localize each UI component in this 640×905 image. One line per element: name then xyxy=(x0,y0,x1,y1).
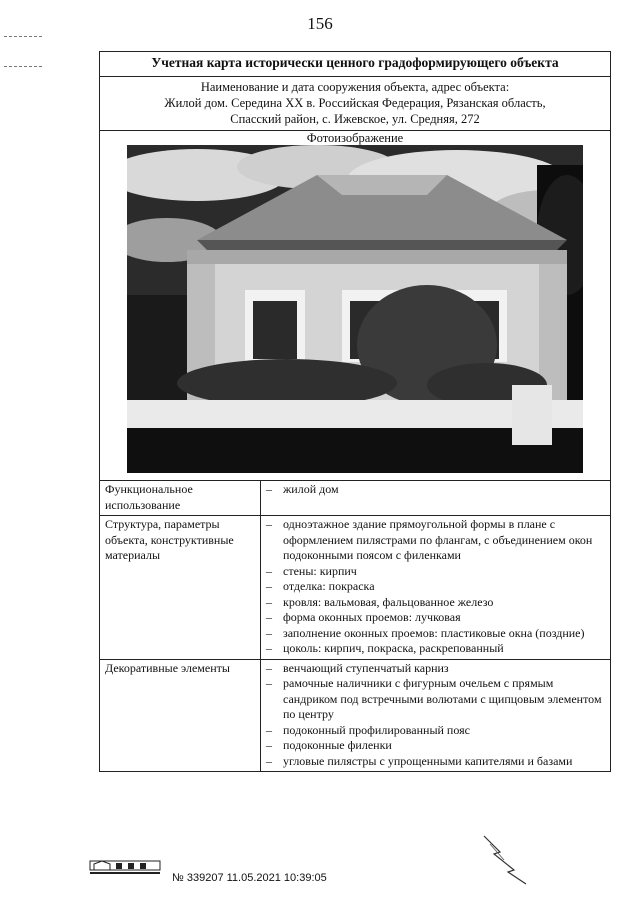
photo-label: Фотоизображение xyxy=(306,131,404,145)
government-stamp-logo xyxy=(88,858,162,876)
list-item: – подоконные филенки xyxy=(266,738,606,754)
properties-table xyxy=(100,481,610,771)
table-row xyxy=(100,516,610,660)
list-item: – рамочные наличники с фигурным очельем с прямым сандриком под встречными волютами с щипцовым элементом по центру xyxy=(266,676,606,723)
photo-block xyxy=(100,131,610,481)
object-address-line: Спасский район, с. Ижевское, ул. Средняя, 272 xyxy=(230,112,480,126)
list-item: – кровля: вальмовая, фальцованное железо xyxy=(266,595,606,611)
list-item: – венчающий ступенчатый карниз xyxy=(266,661,606,677)
object-info xyxy=(100,77,610,131)
list-item: – заполнение оконных проемов: пластиковые окна (поздние) xyxy=(266,626,606,642)
list-item: – жилой дом xyxy=(266,482,606,498)
list-item: – цоколь: кирпич, покраска, раскрепованный xyxy=(266,641,606,657)
house-photo xyxy=(127,145,583,473)
registration-card xyxy=(99,51,611,772)
row-label: Декоративные элементы xyxy=(100,659,261,771)
list-item: – отделка: покраска xyxy=(266,579,606,595)
object-name-line: Жилой дом. Середина XX в. Российская Федерация, Рязанская область, xyxy=(164,96,546,110)
list-item: – подоконный профилированный пояс xyxy=(266,723,606,739)
list-item: – одноэтажное здание прямоугольной формы в плане с оформлением пилястрами по флангам, с объединением окон подоконными поясом с филенками xyxy=(266,517,606,564)
row-values xyxy=(261,659,611,771)
row-values xyxy=(261,481,611,516)
signature-mark xyxy=(480,830,530,888)
list-item: – угловые пилястры с упрощенными капителями и базами xyxy=(266,754,606,770)
document-number: № 339207 11.05.2021 10:39:05 xyxy=(172,872,327,884)
table-row xyxy=(100,481,610,516)
page-number: 156 xyxy=(307,14,333,33)
object-info-header: Наименование и дата сооружения объекта, адрес объекта: xyxy=(200,80,510,94)
list-item: – форма оконных проемов: лучковая xyxy=(266,610,606,626)
margin-mark xyxy=(4,36,42,37)
row-label: Структура, параметры объекта, конструктивные материалы xyxy=(100,516,261,660)
row-values xyxy=(261,516,611,660)
table-row xyxy=(100,659,610,771)
margin-mark xyxy=(4,66,42,67)
list-item: – стены: кирпич xyxy=(266,564,606,580)
card-title: Учетная карта исторически ценного градоформирующего объекта xyxy=(100,52,610,77)
row-label: Функциональное использование xyxy=(100,481,261,516)
house-photo-image xyxy=(127,145,583,473)
